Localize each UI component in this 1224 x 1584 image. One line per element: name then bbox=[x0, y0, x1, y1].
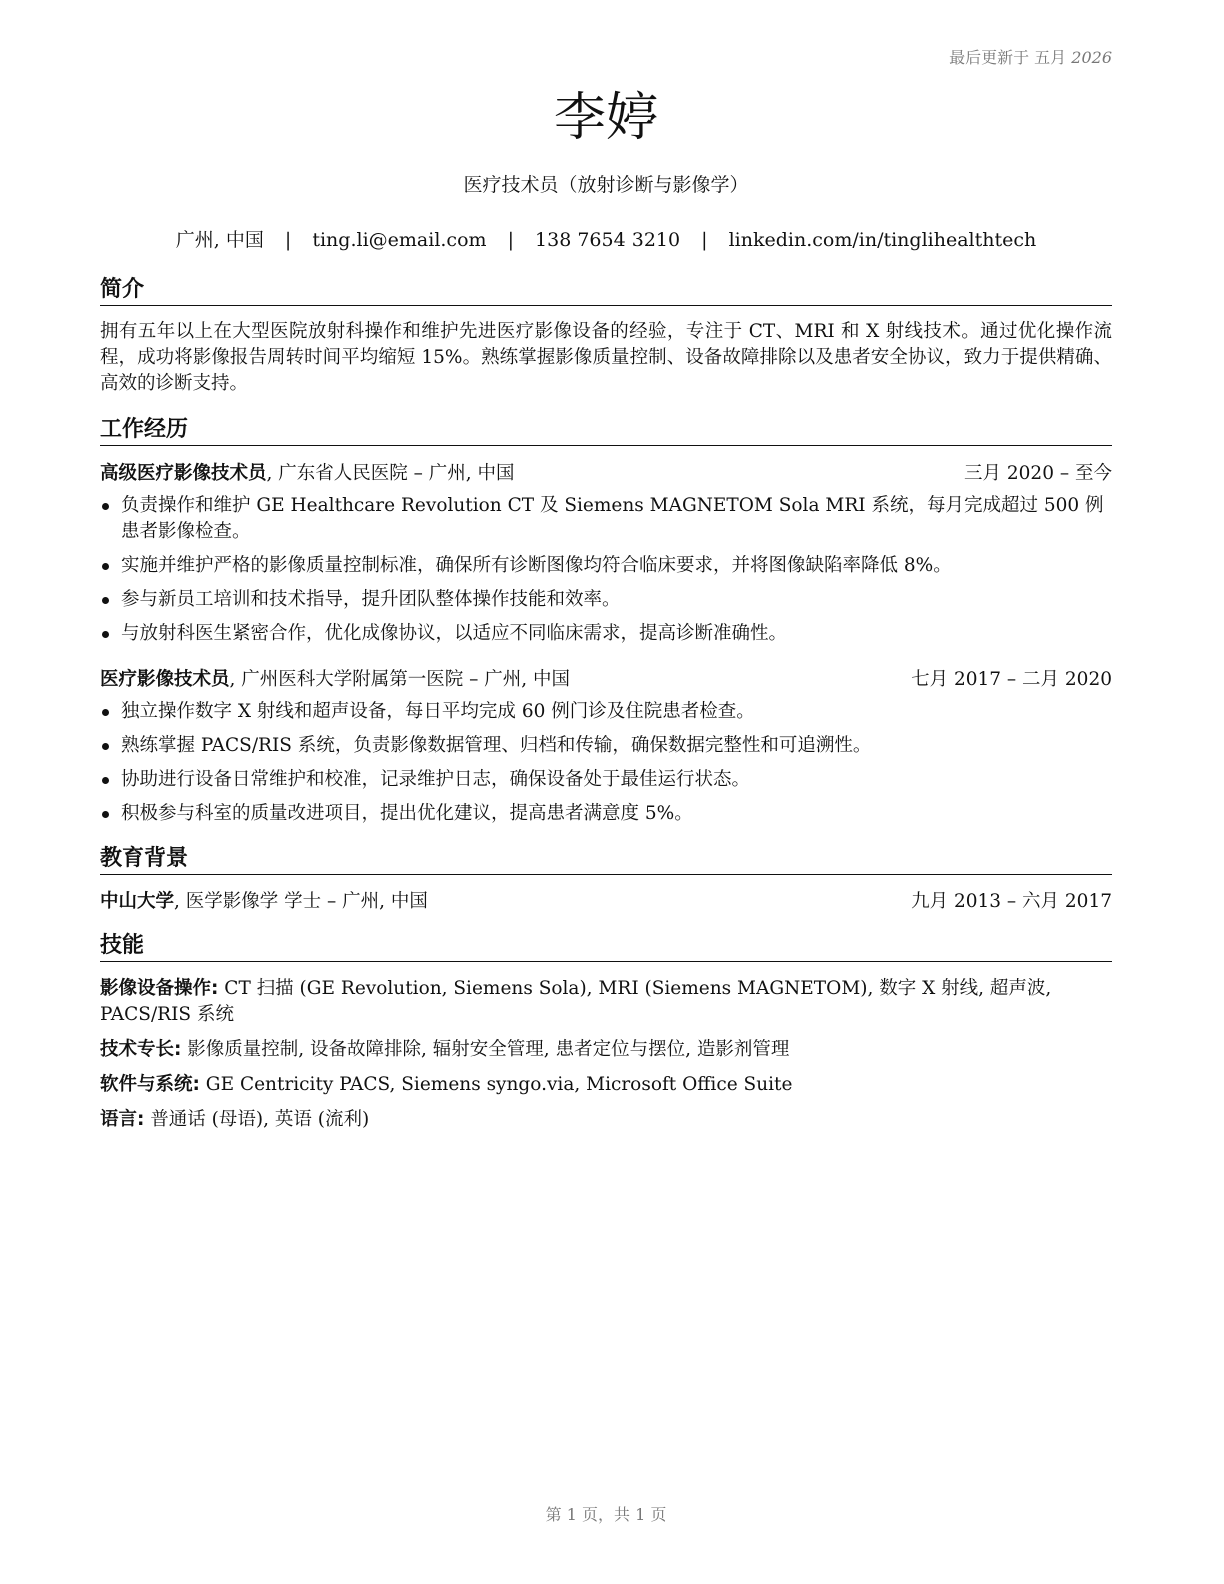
skill-label: 技术专长: bbox=[100, 1039, 182, 1060]
education-section bbox=[100, 845, 1112, 915]
bullet-item bbox=[100, 553, 1112, 579]
bullet-item bbox=[100, 587, 1112, 613]
skill-label: 影像设备操作: bbox=[100, 978, 219, 999]
contact-linkedin[interactable]: linkedin.com/in/tinglihealthtech bbox=[728, 229, 1037, 251]
bullet-text: 积极参与科室的质量改进项目，提出优化建议，提高患者满意度 5%。 bbox=[121, 803, 693, 824]
bullet-item bbox=[100, 699, 1112, 725]
bullet-text: 熟练掌握 PACS/RIS 系统，负责影像数据管理、归档和传输，确保数据完整性和可追溯性。 bbox=[121, 735, 872, 756]
education-school: 中山大学 bbox=[100, 891, 175, 912]
bullet-icon bbox=[102, 631, 109, 638]
bullet-icon bbox=[102, 709, 109, 716]
contact-separator: | bbox=[284, 229, 292, 251]
contact-location: 广州, 中国 bbox=[175, 229, 264, 251]
experience-section bbox=[100, 416, 1112, 835]
job-title: 医疗技术员（放射诊断与影像学） bbox=[463, 174, 749, 196]
bullet-icon bbox=[102, 777, 109, 784]
bullet-item bbox=[100, 621, 1112, 647]
bullet-text: 参与新员工培训和技术指导，提升团队整体操作技能和效率。 bbox=[121, 589, 621, 610]
bullet-text: 实施并维护严格的影像质量控制标准，确保所有诊断图像均符合临床要求，并将图像缺陷率降低 8%。 bbox=[121, 555, 952, 576]
resume-page bbox=[100, 0, 1112, 1584]
job-dates: 三月 2020 – 至今 bbox=[964, 463, 1112, 484]
skills-list bbox=[100, 976, 1112, 1133]
contact-email[interactable]: ting.li@email.com bbox=[312, 229, 487, 251]
summary-heading: 简介 bbox=[100, 276, 1112, 306]
bullet-text: 与放射科医生紧密合作，优化成像协议，以适应不同临床需求，提高诊断准确性。 bbox=[121, 623, 788, 644]
bullet-icon bbox=[102, 597, 109, 604]
education-entry bbox=[100, 889, 1112, 915]
skill-label: 语言: bbox=[100, 1109, 145, 1130]
job-role: 高级医疗影像技术员 bbox=[100, 463, 267, 484]
last-updated-year: 2026 bbox=[1071, 48, 1112, 67]
job-role-org bbox=[100, 667, 570, 693]
skills-section bbox=[100, 932, 1112, 1142]
bullet-text: 负责操作和维护 GE Healthcare Revolution CT 及 Siemens MAGNETOM Sola MRI 系统，每月完成超过 500 例患者影像检查。 bbox=[121, 495, 1104, 542]
bullet-icon bbox=[102, 503, 109, 510]
bullet-item bbox=[100, 733, 1112, 759]
summary-text: 拥有五年以上在大型医院放射科操作和维护先进医疗影像设备的经验，专注于 CT、MRI 和 X 射线技术。通过优化操作流程，成功将影像报告周转时间平均缩短 15%。熟练掌握影像质量控制、设备故障排除以及患者安全协议，致力于提供精确、高效的诊断支持。 bbox=[100, 321, 1112, 394]
skill-row bbox=[100, 1072, 1112, 1098]
job-entry bbox=[100, 667, 1112, 827]
bullet-item bbox=[100, 493, 1112, 545]
skill-value: GE Centricity PACS, Siemens syngo.via, Microsoft Office Suite bbox=[199, 1074, 793, 1095]
contact-line bbox=[100, 225, 1112, 252]
contact-separator: | bbox=[507, 229, 514, 251]
skill-row bbox=[100, 1037, 1112, 1063]
job-bullets bbox=[100, 699, 1112, 827]
job-dates: 七月 2017 – 二月 2020 bbox=[911, 669, 1112, 690]
job-role-org bbox=[100, 461, 515, 487]
skills-heading: 技能 bbox=[100, 932, 1112, 962]
skill-value: CT 扫描 (GE Revolution, Siemens Sola), MRI (Siemens MAGNETOM), 数字 X 射线, 超声波, PACS/RIS 系统 bbox=[100, 978, 1052, 1025]
job-header bbox=[100, 461, 1112, 487]
candidate-name: 李婷 bbox=[553, 88, 658, 148]
job-org: , 广东省人民医院 – 广州, 中国 bbox=[266, 463, 515, 484]
job-entry bbox=[100, 461, 1112, 647]
bullet-icon bbox=[102, 811, 109, 818]
education-heading: 教育背景 bbox=[100, 845, 1112, 875]
education-detail: , 医学影像学 学士 – 广州, 中国 bbox=[174, 891, 428, 912]
bullet-icon bbox=[102, 743, 109, 750]
bullet-text: 独立操作数字 X 射线和超声设备，每日平均完成 60 例门诊及住院患者检查。 bbox=[121, 701, 755, 722]
bullet-item bbox=[100, 767, 1112, 793]
education-school-detail bbox=[100, 889, 428, 915]
experience-heading: 工作经历 bbox=[100, 416, 1112, 446]
contact-separator: | bbox=[701, 229, 708, 251]
skill-value: 影像质量控制, 设备故障排除, 辐射安全管理, 患者定位与摆位, 造影剂管理 bbox=[181, 1039, 790, 1060]
contact-phone: 138 7654 3210 bbox=[535, 229, 681, 251]
job-header bbox=[100, 667, 1112, 693]
last-updated-label: 最后更新于 五月 bbox=[949, 48, 1067, 67]
bullet-item bbox=[100, 801, 1112, 827]
job-bullets bbox=[100, 493, 1112, 647]
skill-label: 软件与系统: bbox=[100, 1074, 200, 1095]
job-role: 医疗影像技术员 bbox=[100, 669, 230, 690]
last-updated bbox=[949, 45, 1112, 68]
bullet-text: 协助进行设备日常维护和校准，记录维护日志，确保设备处于最佳运行状态。 bbox=[121, 769, 751, 790]
summary-section bbox=[100, 276, 1112, 397]
job-org: , 广州医科大学附属第一医院 – 广州, 中国 bbox=[229, 669, 571, 690]
bullet-icon bbox=[102, 563, 109, 570]
skill-value: 普通话 (母语), 英语 (流利) bbox=[144, 1109, 370, 1130]
skill-row bbox=[100, 976, 1112, 1028]
page-number: 第 1 页，共 1 页 bbox=[545, 1505, 667, 1524]
education-dates: 九月 2013 – 六月 2017 bbox=[911, 891, 1112, 912]
skill-row bbox=[100, 1107, 1112, 1133]
